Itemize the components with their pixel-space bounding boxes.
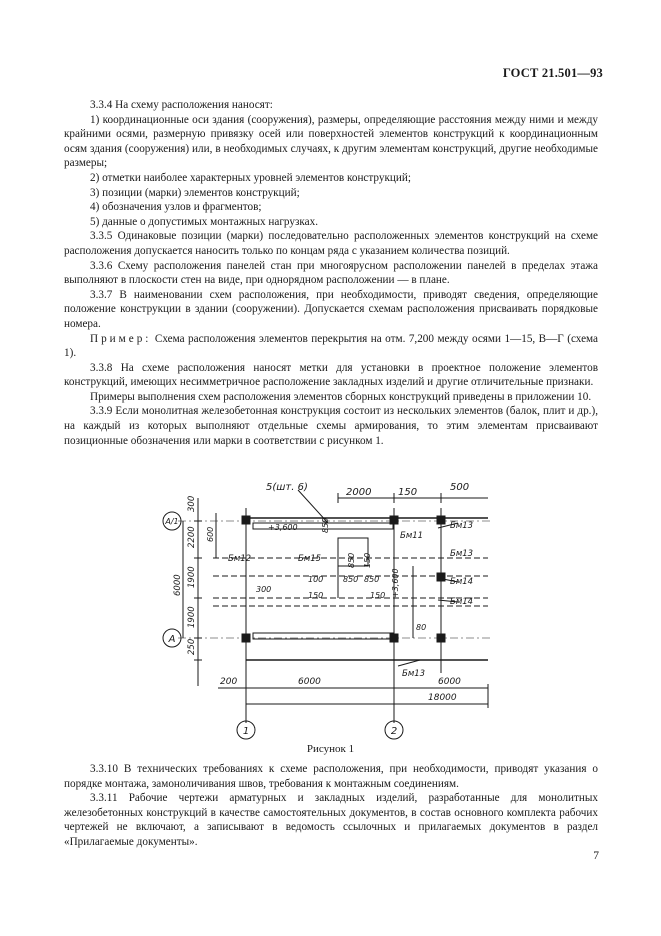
dim-left: 1900 [187,566,197,588]
dim-left-total: 6000 [173,574,183,596]
dim-bottom: 6000 [438,677,461,687]
body-text-top [64,98,598,448]
inner-dim: 850 [343,575,359,584]
axis-label-a: А [168,634,176,645]
paragraph: 3.3.11 Рабочие чертежи арматурных и закладных изделий, разработанные для монолитных железобетонных конструкций в качестве самостоятельных документов, в состав основного комплекта рабочих чертежей не включают, а записывают в ведомость ссылочных и прилагаемых документов в раздел «Прилагаемые документы». [64,792,598,848]
inner-dim: 150 [363,552,372,568]
paragraph: 3.3.5 Одинаковые позиции (марки) последовательно расположенных элементов конструкций на схеме расположения допускается наносить только по концам ряда с указанием количества позиций. [64,230,598,257]
position-callout: 5(шт. 6) [266,482,308,493]
beam-mark: Бм13 [450,521,474,531]
page-number: 7 [593,850,599,862]
dim-left: 1900 [187,606,197,628]
dim-left: 300 [187,495,197,512]
paragraph: 3.3.4 На схему расположения наносят: [90,99,273,111]
paragraph: 3.3.9 Если монолитная железобетонная конструкция состоит из нескольких элементов (балок, плит и др.), на каждый из которых выполняют отдельные схемы армирования, то этим элементам присваивают позиционные обозначения или марки в соответствии с рисунком 1. [64,405,598,447]
example-paragraph [64,332,598,361]
paragraph: 3.3.8 На схеме расположения наносят метки для установки в проектное положение элементов конструкций, имеющих несимметричное расположение закладных изделий и другие отличительные признаки. [64,361,598,389]
dim-top-500: 500 [450,482,470,493]
dim-left: 2200 [187,526,197,548]
dim-bottom: 6000 [298,677,321,687]
dim-bottom: 200 [220,677,238,687]
list-item: 5) данные о допустимых монтажных нагрузках. [90,215,319,228]
paragraph: 3.3.7 В наименовании схем расположения, при необходимости, приводят сведения, определяющие положение конструкции в здании (сооружении). Допускается схемам расположения присваивать порядковые номера. [64,288,598,330]
beam-mark: Бм11 [400,531,424,541]
list-item: 1) координационные оси здания (сооружения), размеры, определяющие расстояния между ними и между крайними осями, размерную привязку осей или поверхностей элементов конструкций к координационным осям здания (сооружения) или, в необходимых случаях, к другим элементам конструкций, другие необходимые размеры; [64,113,598,170]
axis-label-a1: А/1 [165,517,179,526]
inner-dim: 850 [321,517,330,533]
inner-dim: 300 [256,585,272,594]
body-text-bottom [64,762,598,850]
beam-mark: Бм14 [450,577,474,587]
document-code: ГОСТ 21.501—93 [502,66,603,80]
list-item: 4) обозначения узлов и фрагментов; [90,201,262,214]
example-text: Схема расположения элементов перекрытия на отм. 7,200 между осями 1—15, В—Г (схема 1). [64,332,599,360]
beam-mark: Бм13 [402,669,426,679]
inner-dim: 850 [364,575,380,584]
axis-label-2: 2 [390,726,398,737]
dim-left-inner: 600 [206,526,215,542]
beam-mark: Бм15 [298,554,322,564]
paragraph: 3.3.10 В технических требованиях к схеме расположения, при необходимости, приводят указания о порядке монтажа, замоноличивания швов, требования к монтажным соединениям. [64,763,598,790]
inner-dim: 100 [308,575,324,584]
paragraph: 3.3.6 Схему расположения панелей стан при многоярусном расположении панелей в пределах этажа выполняют в плоскости стен на виде, при однорядном расположении — в плане. [64,259,598,287]
dim-top-2000: 2000 [346,487,372,498]
beam-mark: Бм13 [450,549,474,559]
inner-dim: 150 [308,591,324,600]
inner-dim: 150 [370,591,386,600]
dim-left: 250 [187,638,197,655]
inner-dim: 850 [347,552,356,568]
level-mark: +3,600 [391,568,400,598]
beam-mark: Бм14 [450,597,474,607]
dim-bottom-total: 18000 [428,693,457,703]
list-item: 2) отметки наиболее характерных уровней элементов конструкций; [90,171,411,184]
list-item: 3) позиции (марки) элементов конструкций; [90,186,300,199]
figure-caption: Рисунок 1 [306,743,355,755]
layout-scheme-svg [158,478,508,743]
axis-label-1: 1 [242,726,250,737]
beam-mark: Бм12 [228,554,252,564]
paragraph: Примеры выполнения схем расположения элементов сборных конструкций приведены в приложении 10. [90,390,592,403]
dim-top-150: 150 [398,487,418,498]
figure-1-drawing [158,478,508,743]
example-label: Пример: [90,332,152,345]
level-mark: +3,600 [268,523,298,532]
inner-dim: 80 [416,623,427,632]
